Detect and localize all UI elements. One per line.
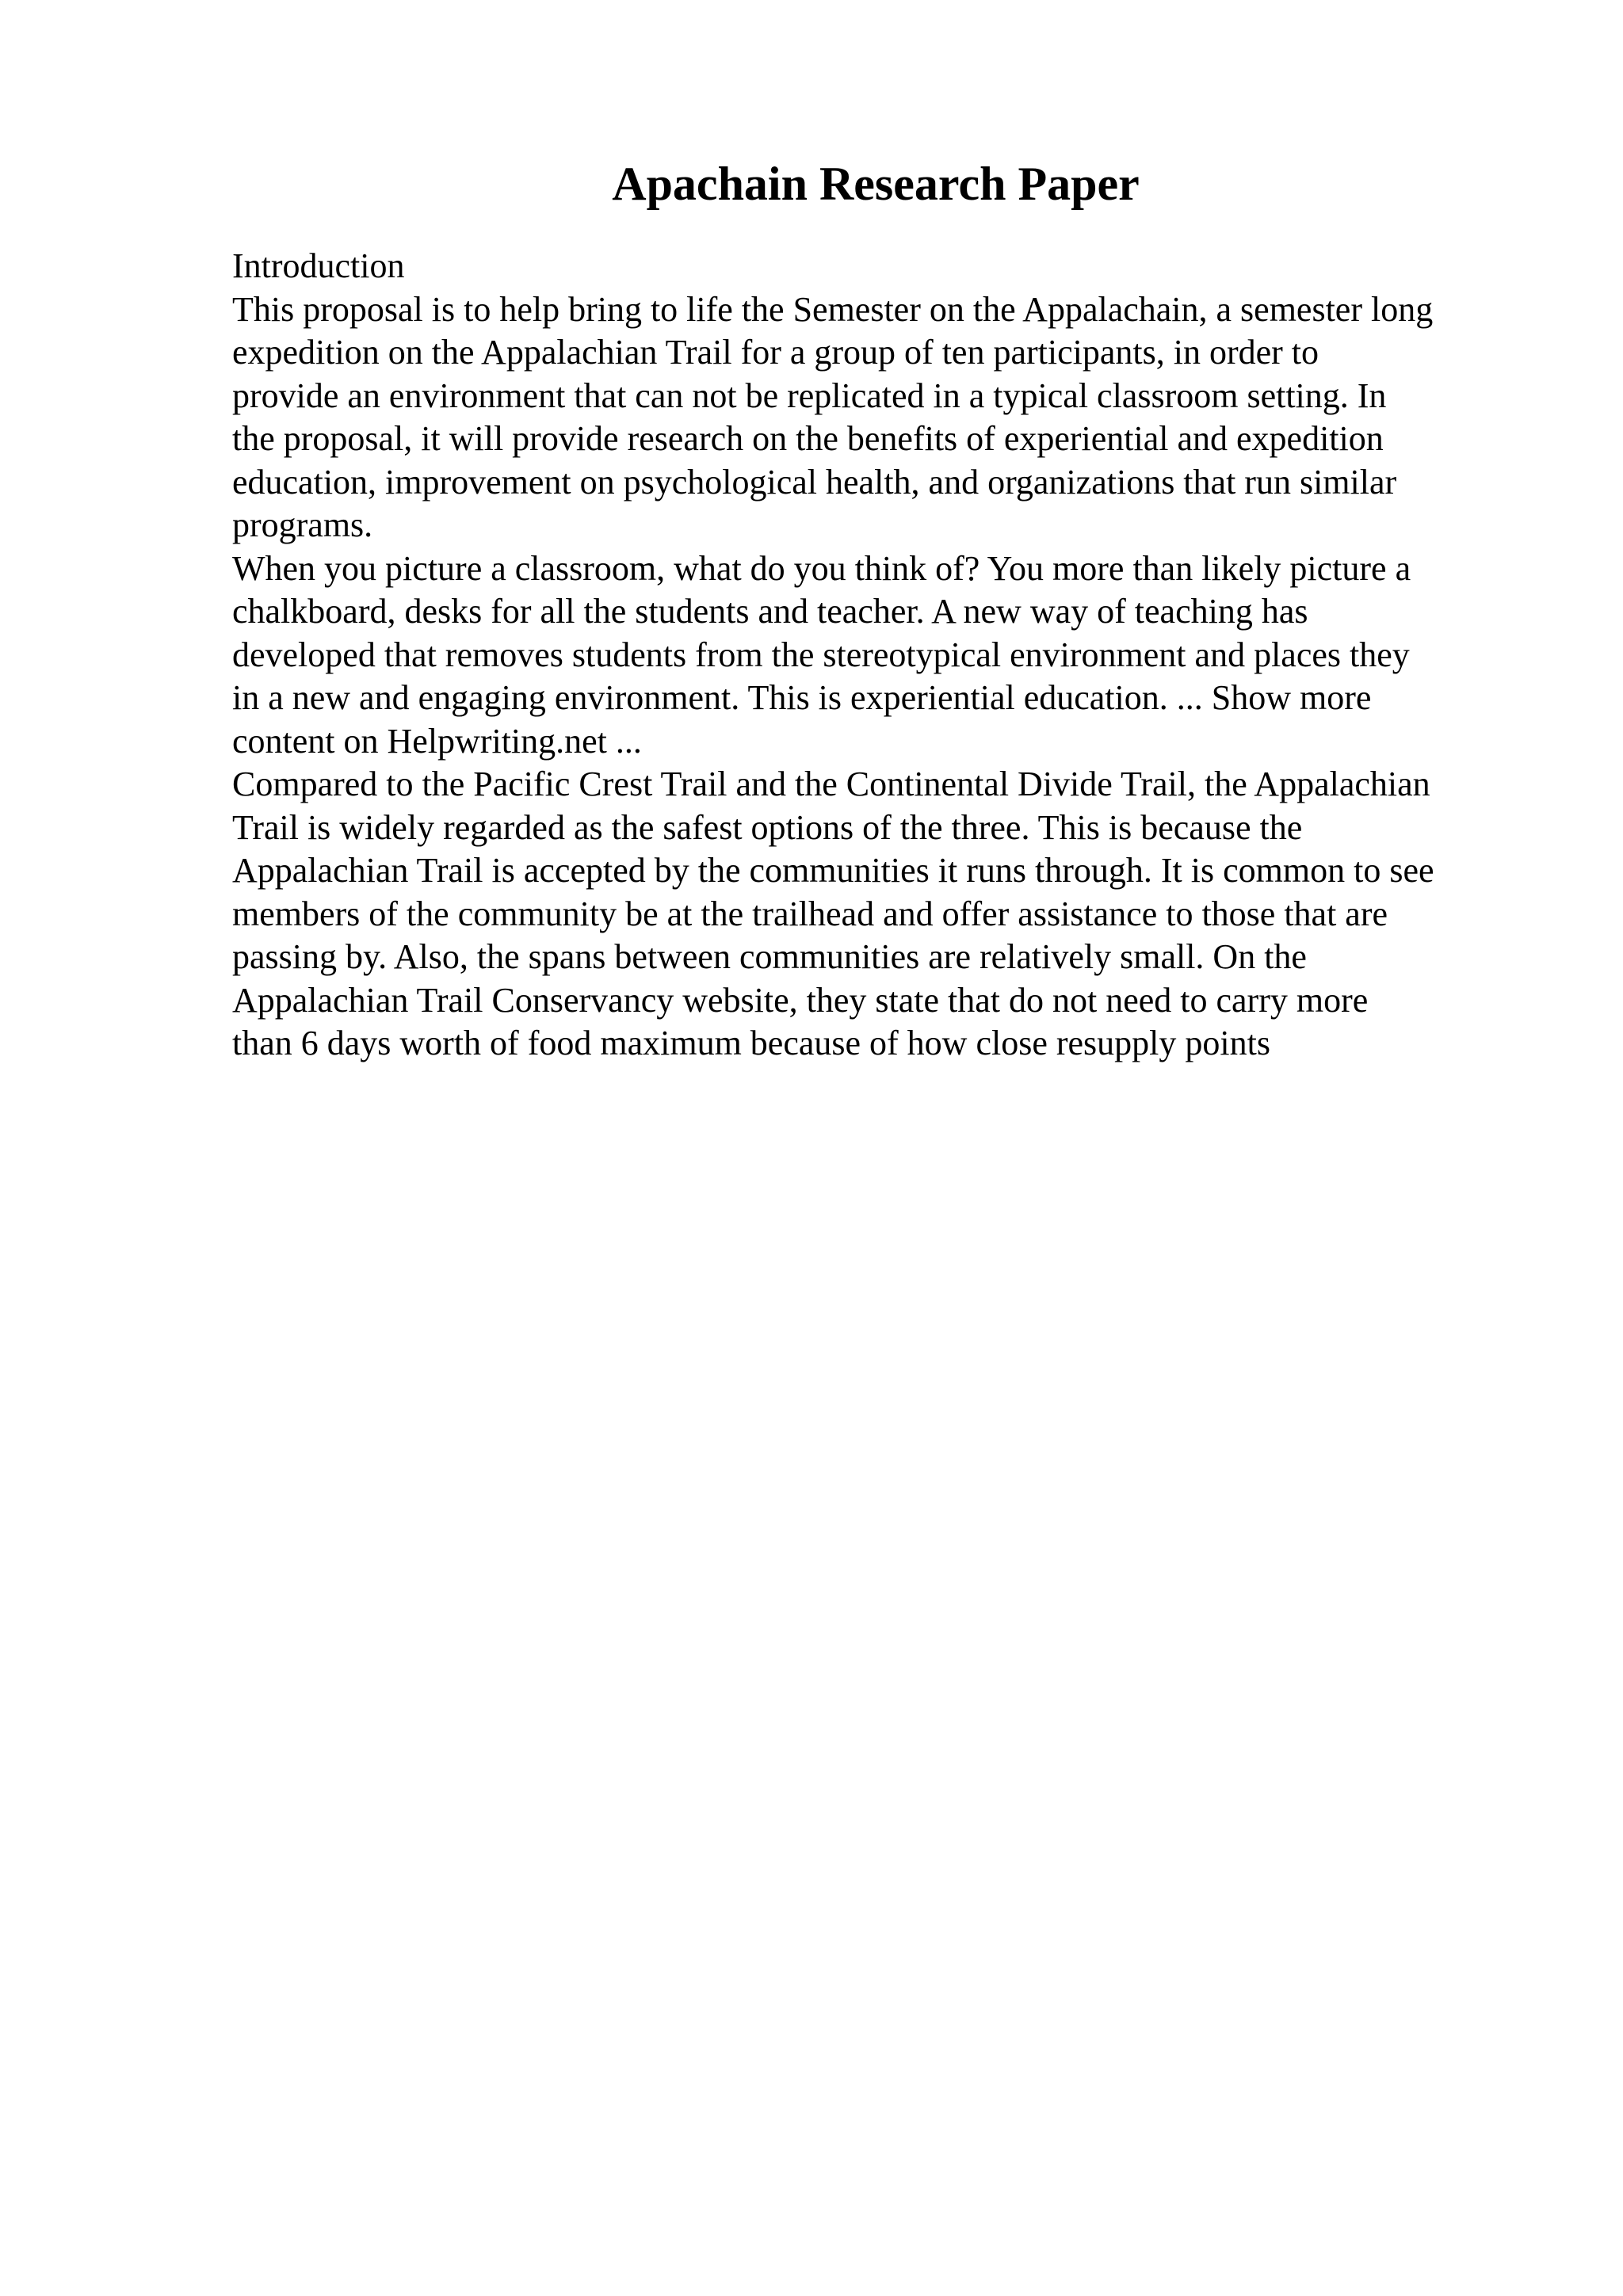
- body-line: developed that removes students from the stereotypical environment and places they: [232, 635, 1410, 674]
- body-line: in a new and engaging environment. This is experiential education. ... Show more: [232, 678, 1372, 717]
- body-line: Appalachian Trail Conservancy website, they state that do not need to carry more: [232, 980, 1369, 1020]
- body-line: provide an environment that can not be replicated in a typical classroom setting. In: [232, 376, 1387, 415]
- document-body: [232, 245, 1532, 1066]
- body-line: passing by. Also, the spans between communities are relatively small. On the: [232, 937, 1307, 976]
- body-line: expedition on the Appalachian Trail for a group of ten participants, in order to: [232, 333, 1319, 372]
- body-line: When you picture a classroom, what do you think of? You more than likely picture a: [232, 548, 1411, 588]
- document-title: Apachain Research Paper: [612, 158, 1140, 210]
- body-line: This proposal is to help bring to life the Semester on the Appalachain, a semester long: [232, 289, 1434, 329]
- body-line: chalkboard, desks for all the students and teacher. A new way of teaching has: [232, 592, 1308, 631]
- body-line: the proposal, it will provide research on the benefits of experiential and expedition: [232, 419, 1384, 458]
- body-line: programs.: [232, 505, 373, 544]
- body-line: than 6 days worth of food maximum because of how close resupply points: [232, 1024, 1270, 1062]
- body-line: Appalachian Trail is accepted by the communities it runs through. It is common to see: [232, 851, 1434, 890]
- body-line: Trail is widely regarded as the safest options of the three. This is because the: [232, 807, 1303, 847]
- body-line: Compared to the Pacific Crest Trail and the Continental Divide Trail, the Appalachian: [232, 765, 1430, 803]
- body-line: content on Helpwriting.net ...: [232, 721, 642, 761]
- body-line: members of the community be at the trailhead and offer assistance to those that are: [232, 894, 1388, 933]
- body-line: Introduction: [232, 246, 405, 285]
- body-line: education, improvement on psychological health, and organizations that run similar: [232, 462, 1397, 502]
